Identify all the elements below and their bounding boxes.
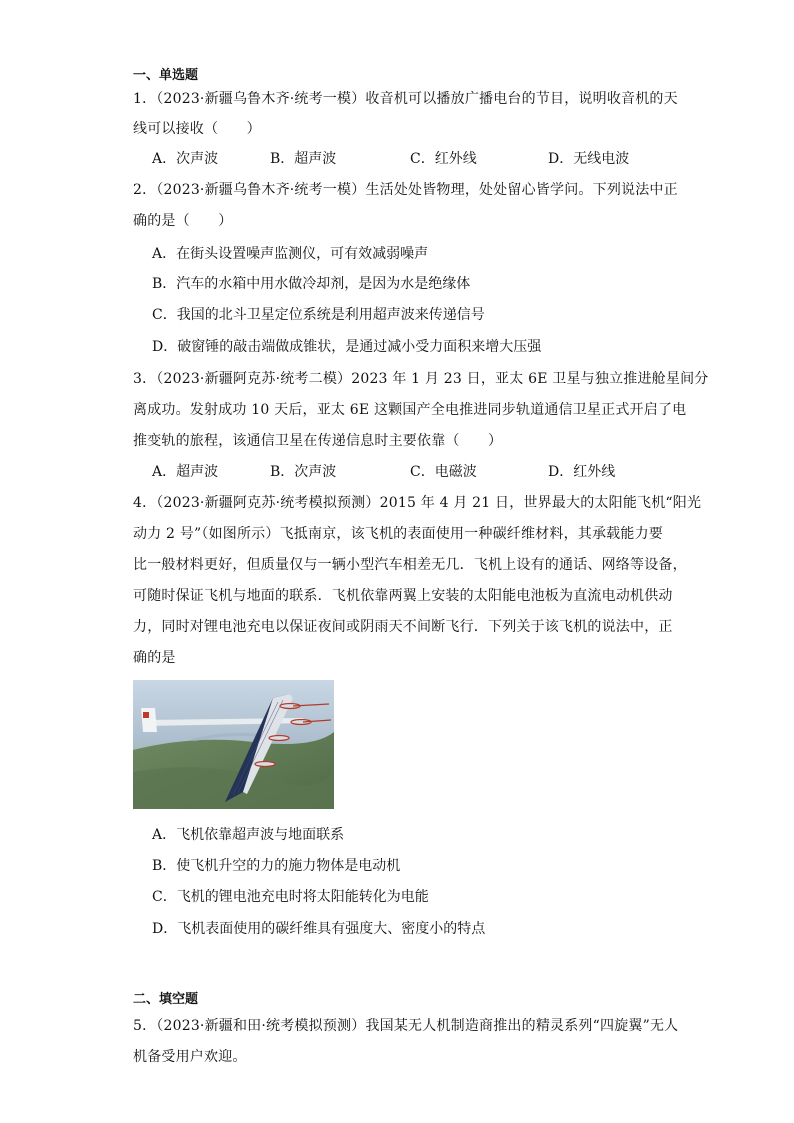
question-2-line-1: 2．（2023·新疆乌鲁木齐·统考一模）生活处处皆物理，处处留心皆学问。下列说法中正: [133, 182, 678, 198]
question-3-option-d: D．红外线: [548, 464, 616, 480]
question-1-line-2: 线可以接收（ ）: [133, 121, 261, 137]
question-3-line-1: 3．（2023·新疆阿克苏·统考二模）2023 年 1 月 23 日，亚太 6E 卫星与独立推进舱星间分: [133, 371, 709, 387]
question-5-line-1: 5．（2023·新疆和田·统考模拟预测）我国某无人机制造商推出的精灵系列“四旋翼”无人: [133, 1018, 679, 1034]
question-1-option-d: D．无线电波: [548, 151, 630, 167]
question-3-line-3: 推变轨的旅程，该通信卫星在传递信息时主要依靠（ ）: [133, 433, 503, 449]
question-4-option-c: C．飞机的锂电池充电时将太阳能转化为电能: [152, 889, 429, 905]
section-title-fill-blank: 二、填空题: [133, 992, 199, 1007]
question-4-option-d: D．飞机表面使用的碳纤维具有强度大、密度小的特点: [152, 921, 486, 937]
question-3-option-c: C．电磁波: [410, 464, 477, 480]
question-2-option-c: C．我国的北斗卫星定位系统是利用超声波来传递信号: [152, 307, 485, 323]
question-2-option-b: B．汽车的水箱中用水做冷却剂，是因为水是绝缘体: [152, 276, 471, 292]
section-title-single-choice: 一、单选题: [133, 68, 199, 83]
question-4-line-5: 力，同时对锂电池充电以保证夜间或阴雨天不间断飞行．下列关于该飞机的说法中，正: [133, 619, 673, 635]
question-5-line-2: 机备受用户欢迎。: [133, 1049, 247, 1065]
question-4-line-2: 动力 2 号”（如图所示）飞抵南京，该飞机的表面使用一种碳纤维材料，其承载能力要: [133, 526, 663, 542]
question-3-line-2: 离成功。发射成功 10 天后，亚太 6E 这颗国产全电推进同步轨道通信卫星正式开启了电: [133, 402, 687, 418]
question-4-option-b: B．使飞机升空的力的施力物体是电动机: [152, 858, 401, 874]
question-1-line-1: 1．（2023·新疆乌鲁木齐·统考一模）收音机可以播放广播电台的节目，说明收音机的天: [133, 91, 678, 107]
question-2-option-d: D．破窗锤的敲击端做成锥状，是通过减小受力面积来增大压强: [152, 339, 542, 355]
question-4-line-1: 4．（2023·新疆阿克苏·统考模拟预测）2015 年 4 月 21 日，世界最大的太阳能飞机“阳光: [133, 495, 702, 511]
solar-plane-photo: [133, 680, 334, 809]
question-1-option-a: A．次声波: [152, 151, 219, 167]
question-2-line-2: 确的是（ ）: [133, 213, 233, 229]
question-4-line-4: 可随时保证飞机与地面的联系．飞机依靠两翼上安装的太阳能电池板为直流电动机供动: [133, 588, 673, 604]
question-3-option-b: B．次声波: [270, 464, 337, 480]
solar-plane-illustration: [133, 680, 334, 809]
question-4-line-6: 确的是: [133, 650, 176, 666]
question-4-option-a: A．飞机依靠超声波与地面联系: [152, 827, 345, 843]
question-1-option-c: C．红外线: [410, 151, 477, 167]
question-1-option-b: B．超声波: [270, 151, 337, 167]
question-3-option-a: A．超声波: [152, 464, 219, 480]
question-4-line-3: 比一般材料更好，但质量仅与一辆小型汽车相差无几．飞机上设有的通话、网络等设备，: [133, 557, 687, 573]
question-2-option-a: A．在街头设置噪声监测仪，可有效减弱噪声: [152, 246, 429, 262]
